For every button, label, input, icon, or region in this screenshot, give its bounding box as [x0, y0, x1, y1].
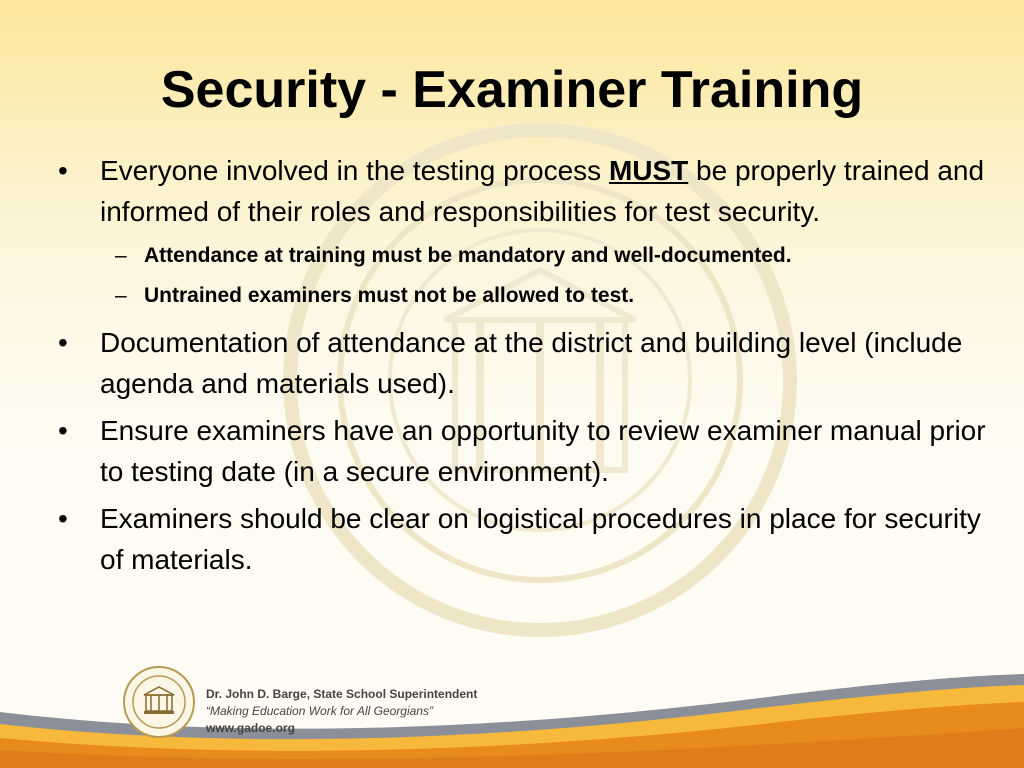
- bullet-text: Documentation of attendance at the district and building level (include agenda and materials used).: [100, 327, 963, 399]
- bullet-glyph: •: [58, 155, 68, 186]
- bullet-text-part: Everyone involved in the testing process: [100, 155, 609, 186]
- bullet-item: [56, 410, 986, 492]
- dash-glyph: –: [115, 244, 127, 267]
- dash-glyph: –: [115, 284, 127, 307]
- footer-info: [206, 686, 477, 737]
- sub-bullet-item: [100, 276, 986, 316]
- emphasis-must: MUST: [608, 155, 689, 186]
- sub-bullet-item: [100, 236, 986, 276]
- motto-line: “Making Education Work for All Georgians”: [206, 704, 433, 718]
- sub-bullet-text: Attendance at training must be mandatory and well-documented.: [144, 244, 792, 267]
- website-link[interactable]: www.gadoe.org: [206, 721, 295, 735]
- superintendent-line: Dr. John D. Barge, State School Superintendent: [206, 687, 478, 701]
- bullet-glyph: •: [58, 503, 68, 534]
- bullet-text: [100, 155, 984, 227]
- bullet-text: Ensure examiners have an opportunity to review examiner manual prior to testing date (in a secure environment).: [100, 415, 986, 487]
- slide-title: Security - Examiner Training: [160, 61, 864, 119]
- bullet-glyph: •: [58, 415, 68, 446]
- department-of-education-seal: [122, 665, 196, 739]
- bullet-item: [56, 322, 986, 404]
- sub-bullet-list: [100, 236, 986, 316]
- slide-body: [56, 150, 986, 586]
- bullet-glyph: •: [58, 327, 68, 358]
- bullet-item: [56, 150, 986, 316]
- sub-bullet-text: Untrained examiners must not be allowed to test.: [144, 284, 635, 307]
- bullet-list: [56, 150, 986, 580]
- bullet-item: [56, 498, 986, 580]
- bullet-text-part: be properly trained and informed of their roles and responsibilities for test security.: [100, 155, 985, 227]
- bullet-text: Examiners should be clear on logistical procedures in place for security of materials.: [100, 503, 981, 575]
